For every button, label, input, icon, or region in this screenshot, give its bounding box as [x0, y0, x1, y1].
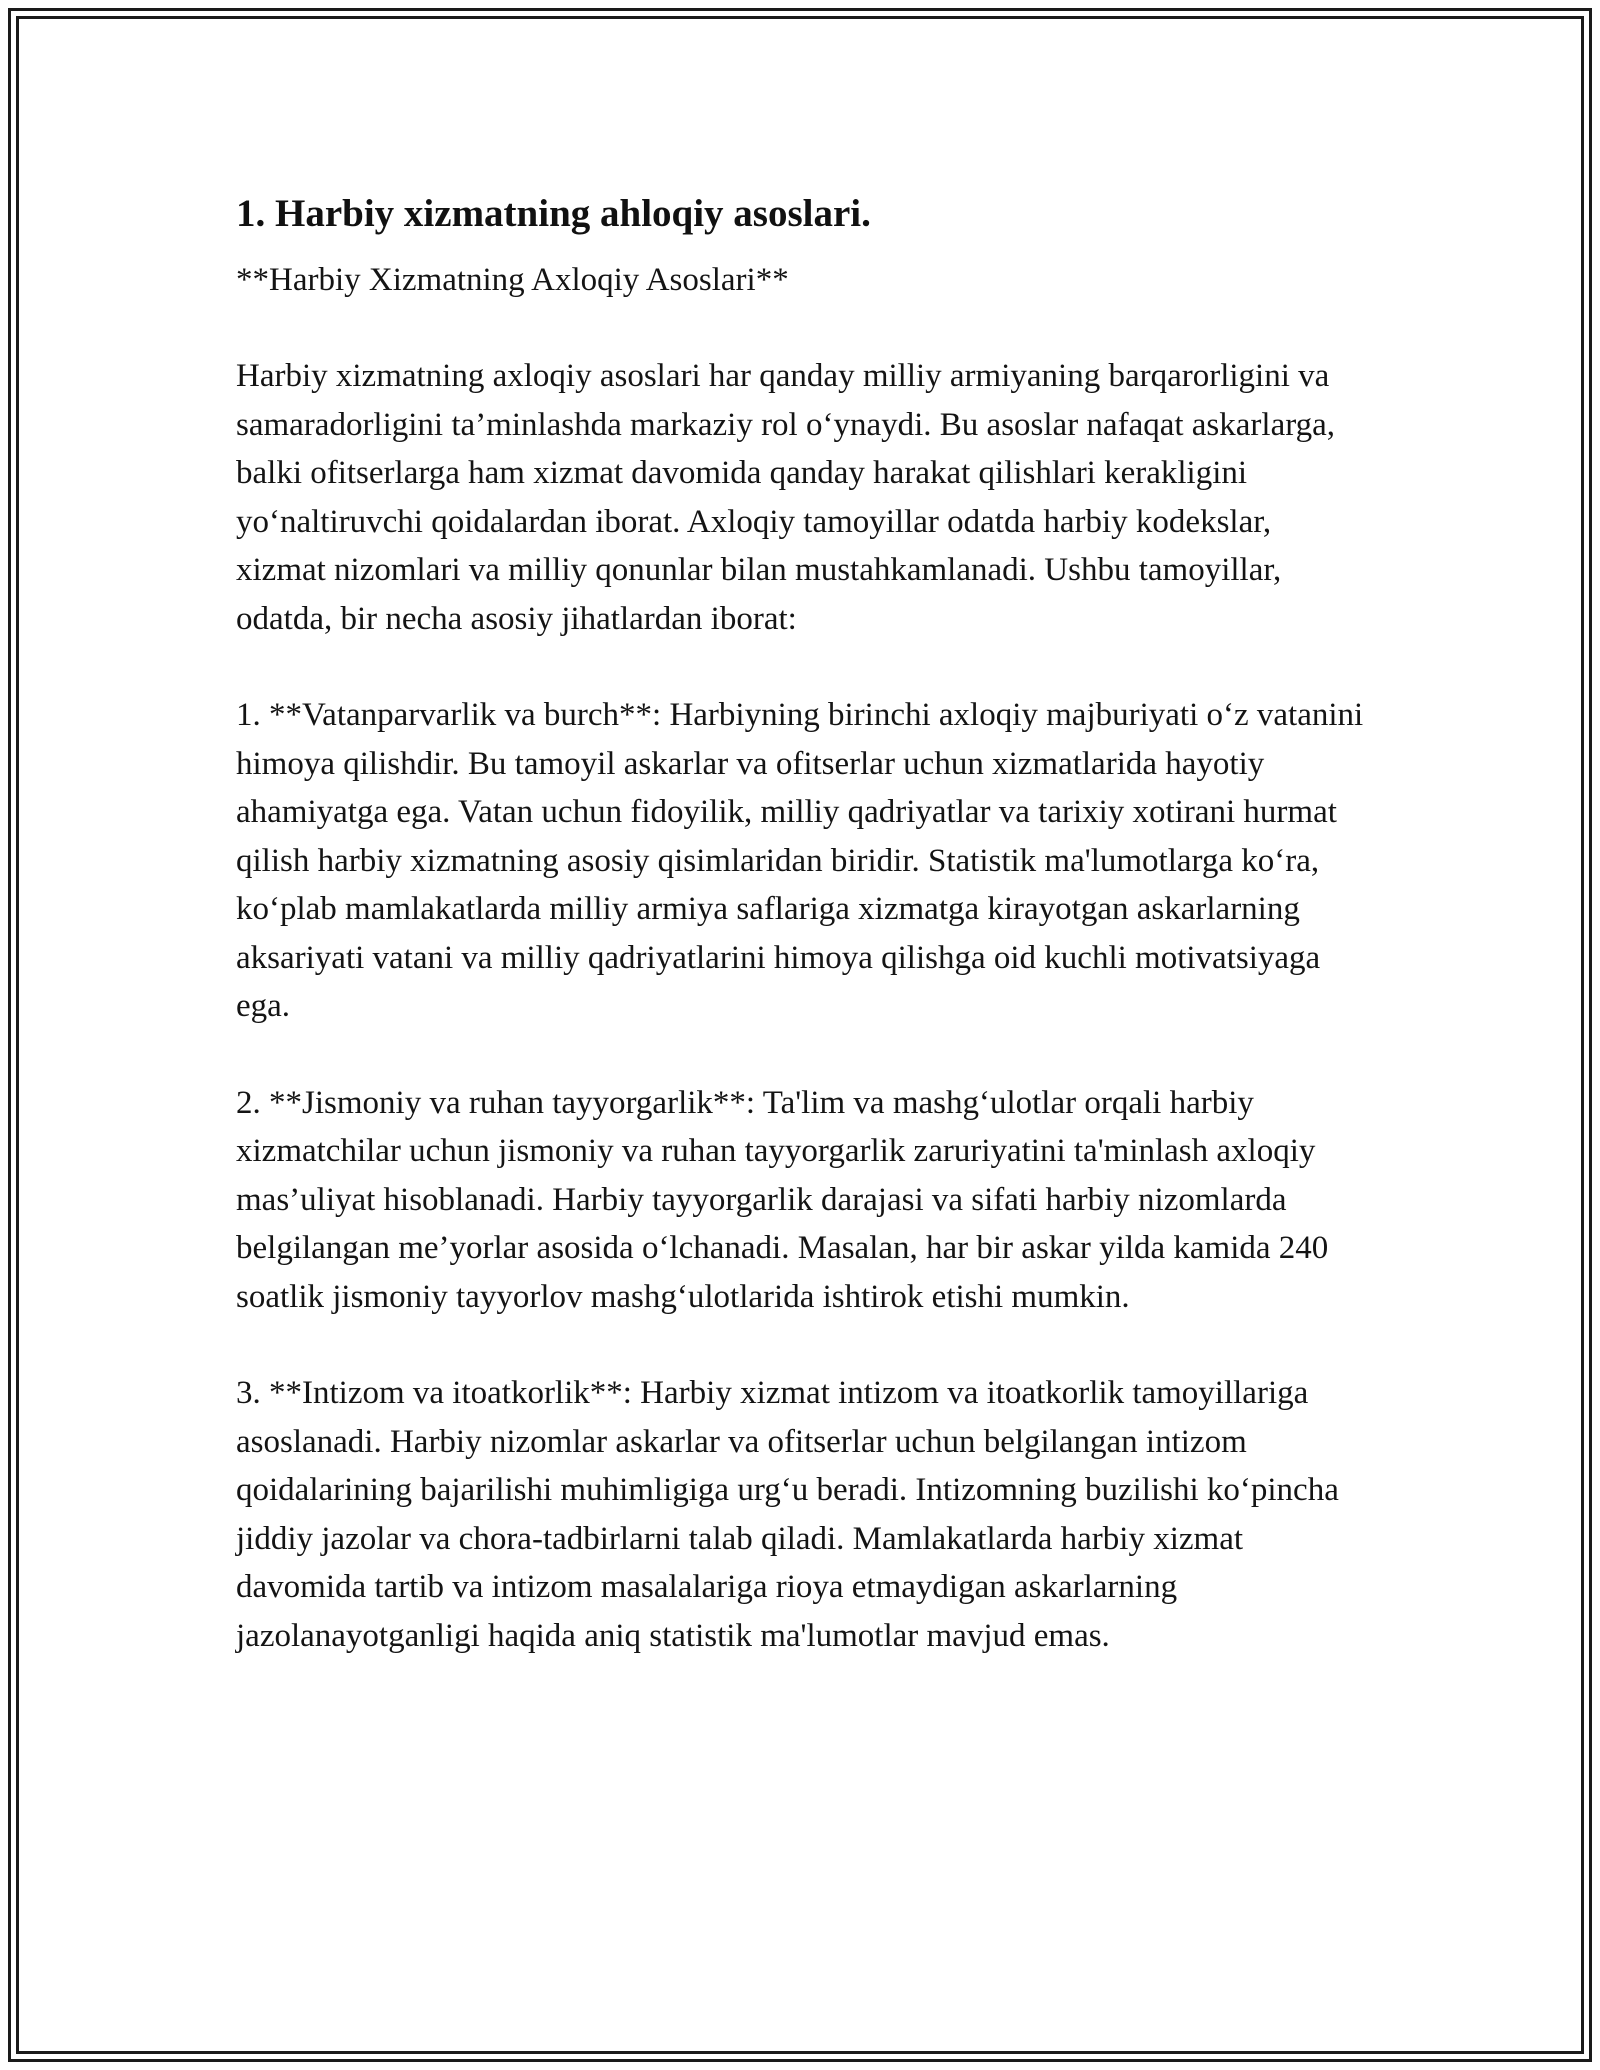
- list-item-patriotism: 1. **Vatanparvarlik va burch**: Harbiyning birinchi axloqiy majburiyati o‘z vatanini himoya qilishdir. Bu tamoyil askarlar va ofitserlar uchun xizmatlarida hayotiy ahamiyatga ega. Vatan uchun fidoyilik, milliy qadriyatlar va tarixiy xotirani hurmat qilish harbiy xizmatning asosiy qisimlaridan biridir. Statistik ma'lumotlarga ko‘ra, ko‘plab mamlakatlarda milliy armiya saflariga xizmatga kirayotgan askarlarning aksariyati vatani va milliy qadriyatlarini himoya qilishga oid kuchli motivatsiyaga ega.: [236, 697, 1364, 1024]
- document-body: [236, 186, 1366, 1660]
- list-item-physical-mental-readiness: 2. **Jismoniy va ruhan tayyorgarlik**: Ta'lim va mashg‘ulotlar orqali harbiy xizmatchilar uchun jismoniy va ruhan tayyorgarlik zaruriyatini ta'minlash axloqiy mas’uliyat hisoblanadi. Harbiy tayyorgarlik darajasi va sifati harbiy nizomlarda belgilangan me’yorlar asosida o‘lchanadi. Masalan, har bir askar yilda kamida 240 soatlik jismoniy tayyorlov mashg‘ulotlarida ishtirok etishi mumkin.: [236, 1084, 1329, 1315]
- section-heading: 1. Harbiy xizmatning ahloqiy asoslari.: [236, 192, 871, 235]
- document-subtitle: **Harbiy Xizmatning Axloqiy Asoslari**: [236, 262, 789, 298]
- intro-paragraph: Harbiy xizmatning axloqiy asoslari har qanday milliy armiyaning barqarorligini va samaradorligini ta’minlashda markaziy rol o‘ynaydi. Bu asoslar nafaqat askarlarga, balki ofitserlarga ham xizmat davomida qanday harakat qilishlari kerakligini yo‘naltiruvchi qoidalardan iborat. Axloqiy tamoyillar odatda harbiy kodekslar, xizmat nizomlari va milliy qonunlar bilan mustahkamlanadi. Ushbu tamoyillar, odatda, bir necha asosiy jihatlardan iborat:: [236, 358, 1336, 637]
- list-item-discipline: 3. **Intizom va itoatkorlik**: Harbiy xizmat intizom va itoatkorlik tamoyillariga asoslanadi. Harbiy nizomlar askarlar va ofitserlar uchun belgilangan intizom qoidalarining bajarilishi muhimligiga urg‘u beradi. Intizomning buzilishi ko‘pincha jiddiy jazolar va chora-tadbirlarni talab qiladi. Mamlakatlarda harbiy xizmat davomida tartib va intizom masalalariga rioya etmaydigan askarlarning jazolanayotganligi haqida aniq statistik ma'lumotlar mavjud emas.: [236, 1375, 1339, 1654]
